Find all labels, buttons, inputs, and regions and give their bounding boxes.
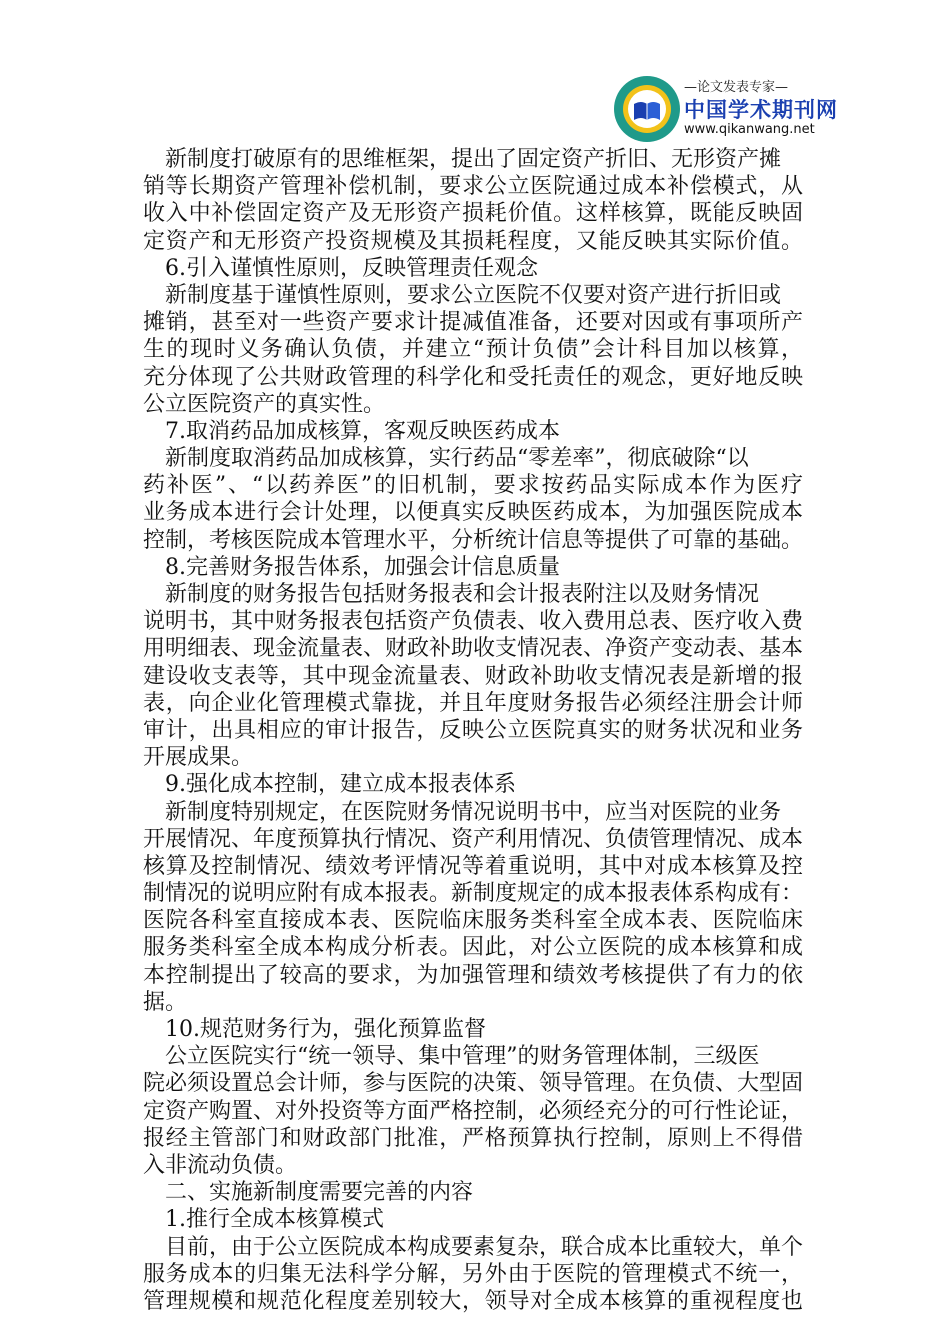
text-line: 充分体现了公共财政管理的科学化和受托责任的观念，更好地反映 [143,364,803,390]
section-heading: 8.完善财务报告体系，加强会计信息质量 [165,554,560,580]
text-line: 服务类科室全成本构成分析表。因此，对公立医院的成本核算和成 [143,935,803,961]
text-line: 新制度特别规定，在医院财务情况说明书中，应当对医院的业务 [165,799,782,825]
text-line: 报经主管部门和财政部门批准，严格预算执行控制，原则上不得借 [143,1125,803,1151]
text-line: 收入中补偿固定资产及无形资产损耗价值。这样核算，既能反映固 [143,201,803,227]
text-line: 控制，考核医院成本管理水平，分析统计信息等提供了可靠的基础。 [143,527,804,553]
text-line: 新制度的财务报告包括财务报表和会计报表附注以及财务情况 [165,582,760,607]
text-line: 生的现时义务确认负债，并建立“预计负债”会计科目加以核算， [143,337,803,363]
logo-site-name: 中国学术期刊网 [684,98,838,122]
text-line: 开展情况、年度预算执行情况、资产利用情况、负债管理情况、成本 [143,826,804,852]
text-line: 销等长期资产管理补偿机制，要求公立医院通过成本补偿模式，从 [143,174,803,200]
text-line: 入非流动负债。 [143,1152,298,1178]
text-line: 公立医院资产的真实性。 [143,391,386,417]
text-line: 管理规模和规范化程度差别较大，领导对全成本核算的重视程度也 [143,1288,803,1314]
text-line: 表，向企业化管理模式靠拢，并且年度财务报告必须经注册会计师 [143,690,803,716]
section-heading: 10.规范财务行为，强化预算监督 [165,1017,486,1042]
text-line: 院必须设置总会计师，参与医院的决策、领导管理。在负债、大型固 [143,1071,804,1097]
text-line: 建设收支表等，其中现金流量表、财政补助收支情况表是新增的报 [143,663,803,689]
section-heading: 二、实施新制度需要完善的内容 [165,1180,474,1206]
text-line: 开展成果。 [143,745,254,771]
logo-tagline: —论文发表专家— [684,80,789,95]
text-line: 新制度取消药品加成核算，实行药品“零差率”，彻底破除“以 [165,446,749,472]
section-heading: 1.推行全成本核算模式 [165,1207,384,1233]
text-line: 药补医”、“以药养医”的旧机制，要求按药品实际成本作为医疗 [143,473,803,499]
text-line: 定资产和无形资产投资规模及其损耗程度，又能反映其实际价值。 [143,228,803,254]
section-heading: 9.强化成本控制，建立成本报表体系 [165,772,516,798]
text-line: 医院各科室直接成本表、医院临床服务类科室全成本表、医院临床 [143,908,803,934]
text-line: 说明书，其中财务报表包括资产负债表、收入费用总表、医疗收入费 [143,609,804,635]
text-line: 据。 [143,989,188,1015]
text-line: 目前，由于公立医院成本构成要素复杂，联合成本比重较大，单个 [165,1234,804,1260]
logo-url[interactable]: www.qikanwang.net [684,122,815,137]
text-line: 业务成本进行会计处理，以便真实反映医药成本，为加强医院成本 [143,500,803,526]
text-line: 服务成本的归集无法科学分解，另外由于医院的管理模式不统一， [143,1261,803,1287]
text-line: 制情况的说明应附有成本报表。新制度规定的成本报表体系构成有： [143,881,804,907]
globe-book-icon [612,74,682,144]
section-heading: 7.取消药品加成核算，客观反映医药成本 [165,418,560,444]
text-line: 本控制提出了较高的要求，为加强管理和绩效考核提供了有力的依 [143,962,803,988]
text-line: 核算及控制情况、绩效考评情况等着重说明，其中对成本核算及控 [143,853,803,879]
site-logo[interactable] [612,70,838,150]
text-line: 审计，出具相应的审计报告，反映公立医院真实的财务状况和业务 [143,717,803,743]
section-heading: 6.引入谨慎性原则，反映管理责任观念 [165,255,538,281]
article-body [143,146,803,1315]
text-line: 定资产购置、对外投资等方面严格控制，必须经充分的可行性论证， [143,1098,804,1124]
text-line: 用明细表、现金流量表、财政补助收支情况表、净资产变动表、基本 [143,636,804,662]
text-line: 公立医院实行“统一领导、集中管理”的财务管理体制，三级医 [165,1044,760,1070]
text-line: 新制度基于谨慎性原则，要求公立医院不仅要对资产进行折旧或 [165,282,782,308]
text-line: 新制度打破原有的思维框架，提出了固定资产折旧、无形资产摊 [165,147,782,172]
text-line: 摊销，甚至对一些资产要求计提减值准备，还要对因或有事项所产 [143,310,803,336]
